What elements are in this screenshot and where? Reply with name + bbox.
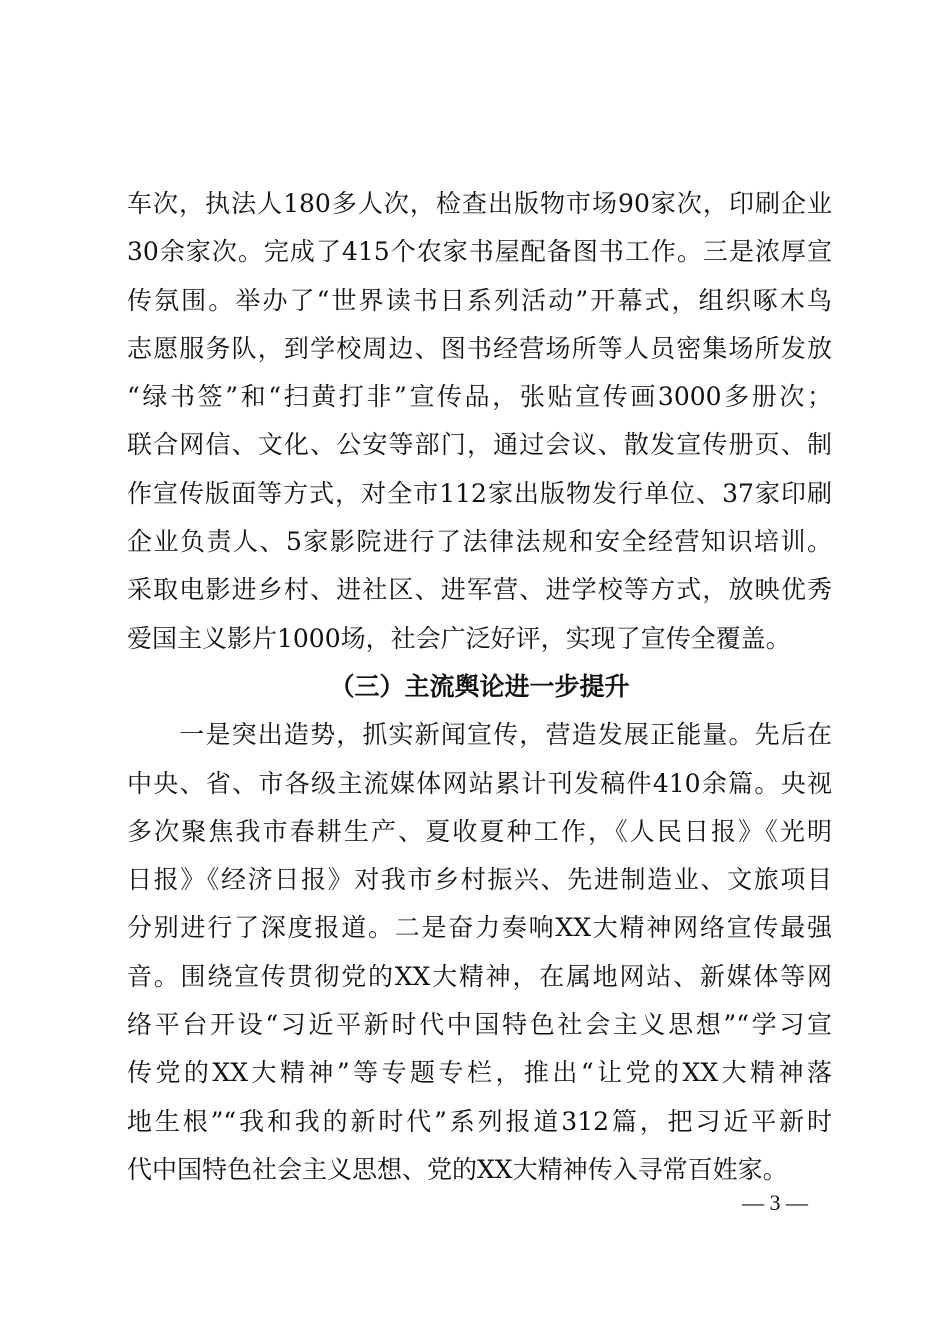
text-line: “绿书签”和“扫黄打非”宣传品，张贴宣传画3000多册次； bbox=[127, 382, 832, 412]
text-line: 爱国主义影片1000场，社会广泛好评，实现了宣传全覆盖。 bbox=[127, 623, 791, 653]
text-line: 日报》《经济日报》对我市乡村振兴、先进制造业、文旅项目 bbox=[127, 865, 832, 895]
text-line: 一是突出造势，抓实新闻宣传，营造发展正能量。先后在 bbox=[127, 720, 832, 750]
text-line: 多次聚焦我市春耕生产、夏收夏种工作，《人民日报》《光明 bbox=[127, 816, 832, 846]
text-line: 企业负责人、5家影院进行了法律法规和安全经营知识培训。 bbox=[127, 527, 832, 557]
text-line: 志愿服务队，到学校周边、图书经营场所等人员密集场所发放 bbox=[127, 333, 832, 363]
text-line: 代中国特色社会主义思想、党的XX大精神传入寻常百姓家。 bbox=[127, 1154, 788, 1184]
text-line: 络平台开设“习近平新时代中国特色社会主义思想”“学习宣 bbox=[127, 1010, 832, 1040]
text-line: 车次，执法人180多人次，检查出版物市场90家次，印刷企业 bbox=[127, 189, 832, 218]
text-line: 联合网信、文化、公安等部门，通过会议、散发宣传册页、制 bbox=[127, 430, 832, 460]
text-line: 音。围绕宣传贯彻党的XX大精神，在属地网站、新媒体等网 bbox=[127, 961, 832, 991]
text-line: 地生根”“我和我的新时代”系列报道312篇，把习近平新时 bbox=[127, 1106, 832, 1136]
text-line: 分别进行了深度报道。二是奋力奏响XX大精神网络宣传最强 bbox=[127, 913, 832, 943]
text-line: 采取电影进乡村、进社区、进军营、进学校等方式，放映优秀 bbox=[127, 575, 832, 605]
text-line: 作宣传版面等方式，对全市112家出版物发行单位、37家印刷 bbox=[127, 478, 832, 508]
section-heading: （三）主流舆论进一步提升 bbox=[329, 671, 630, 701]
text-line: 30余家次。完成了415个农家书屋配备图书工作。三是浓厚宣 bbox=[127, 237, 832, 267]
body-text bbox=[127, 180, 832, 1194]
text-line: 传党的XX大精神”等专题专栏，推出“让党的XX大精神落 bbox=[127, 1058, 832, 1088]
page-number: — 3 — bbox=[742, 1190, 808, 1215]
text-line: 传氛围。举办了“世界读书日系列活动”开幕式，组织啄木鸟 bbox=[127, 285, 832, 315]
text-line: 中央、省、市各级主流媒体网站累计刊发稿件410余篇。央视 bbox=[127, 768, 832, 798]
